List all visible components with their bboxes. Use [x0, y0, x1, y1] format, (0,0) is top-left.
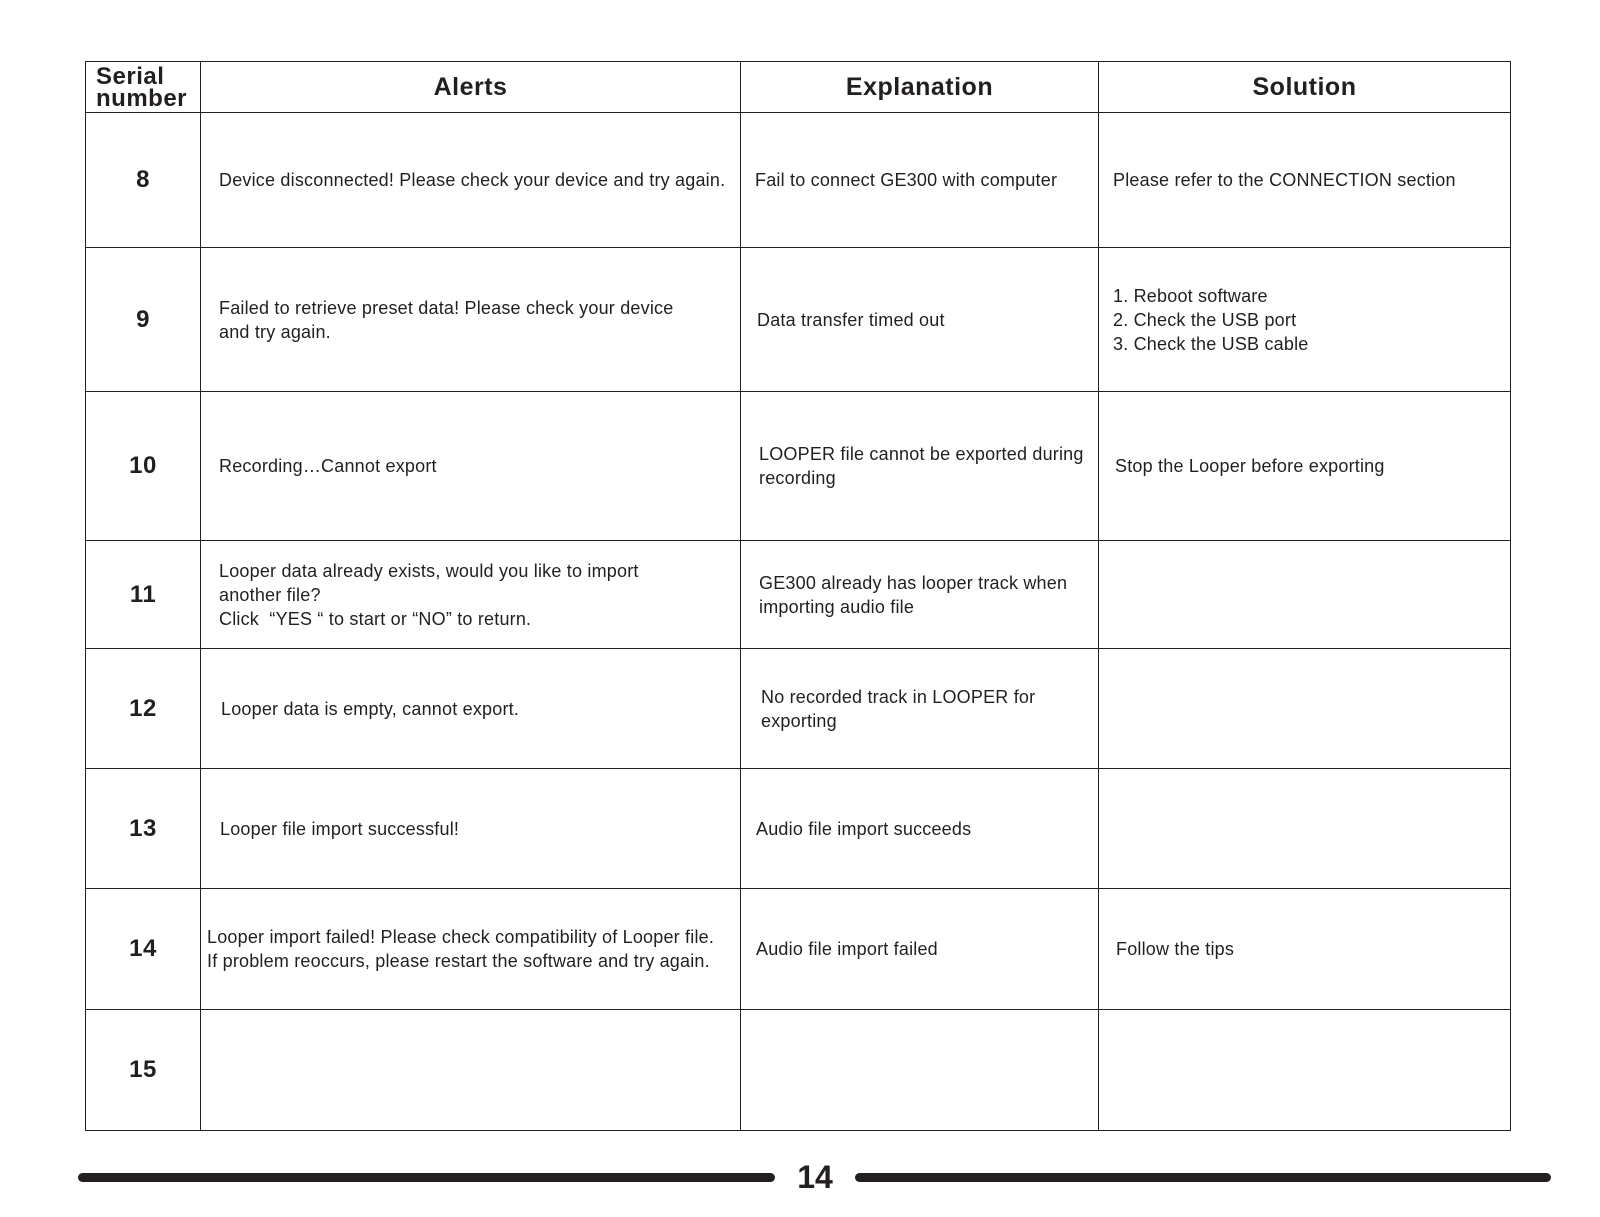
table-row — [86, 1010, 1511, 1131]
alert-cell — [201, 889, 741, 1010]
alert-cell-line: Recording…Cannot export — [219, 456, 437, 476]
explanation-cell — [741, 769, 1099, 889]
solution-cell-line: Follow the tips — [1116, 939, 1235, 959]
solution-cell-line: 1. Reboot software — [1113, 285, 1268, 306]
alert-cell — [201, 769, 741, 889]
serial-number-cell: 12 — [86, 649, 201, 769]
explanation-cell-line: GE300 already has looper track when — [759, 572, 1068, 593]
solution-cell-line: Please refer to the CONNECTION section — [1113, 170, 1456, 190]
serial-number-cell: 15 — [86, 1010, 201, 1131]
explanation-cell-line: Audio file import succeeds — [756, 818, 972, 839]
alert-cell — [201, 541, 741, 649]
footer-rule-right — [855, 1173, 1551, 1182]
explanation-cell-line: recording — [759, 468, 836, 488]
table-row — [86, 769, 1511, 889]
solution-cell — [1099, 113, 1511, 248]
explanation-cell-line: LOOPER file cannot be exported during — [759, 444, 1084, 464]
table-row — [86, 392, 1511, 541]
header-explanation: Explanation — [741, 62, 1099, 113]
header-solution: Solution — [1099, 62, 1511, 113]
header-serial-number — [86, 62, 201, 113]
explanation-cell — [741, 649, 1099, 769]
serial-number-cell: 13 — [86, 769, 201, 889]
table-row — [86, 541, 1511, 649]
footer-rule-left — [78, 1173, 775, 1182]
explanation-cell-line: exporting — [761, 710, 837, 731]
serial-number-cell: 11 — [86, 541, 201, 649]
table-row — [86, 649, 1511, 769]
solution-cell — [1099, 541, 1511, 649]
serial-number-cell: 14 — [86, 889, 201, 1010]
alert-cell — [201, 649, 741, 769]
alert-cell-line: another file? — [219, 584, 321, 605]
table-row — [86, 113, 1511, 248]
alert-cell-line: Looper data already exists, would you like to import — [219, 560, 639, 581]
table-row — [86, 248, 1511, 392]
serial-number-cell: 10 — [86, 392, 201, 541]
solution-cell-line: 3. Check the USB cable — [1113, 333, 1309, 354]
explanation-cell-line: importing audio file — [759, 596, 915, 617]
solution-cell-line: 2. Check the USB port — [1113, 309, 1297, 330]
alert-cell — [201, 248, 741, 392]
serial-number-cell: 8 — [86, 113, 201, 248]
alert-cell-line: Looper import failed! Please check compatibility of Looper file. — [207, 927, 715, 947]
solution-cell — [1099, 392, 1511, 541]
alert-cell-line: Failed to retrieve preset data! Please check your device — [219, 297, 674, 318]
alert-cell — [201, 113, 741, 248]
table-body — [86, 113, 1511, 1131]
alert-cell-line: Looper file import successful! — [220, 818, 460, 839]
alert-cell-line: Click “YES “ to start or “NO” to return. — [219, 608, 532, 629]
solution-cell-line: Stop the Looper before exporting — [1115, 456, 1385, 476]
explanation-cell-line: Data transfer timed out — [757, 309, 945, 330]
explanation-cell — [741, 541, 1099, 649]
solution-cell — [1099, 889, 1511, 1010]
alert-cell-line: and try again. — [219, 321, 331, 342]
explanation-cell — [741, 889, 1099, 1010]
solution-cell — [1099, 649, 1511, 769]
explanation-cell-line: Audio file import failed — [756, 939, 938, 959]
page-number: 14 — [797, 1159, 833, 1195]
serial-number-cell: 9 — [86, 248, 201, 392]
alert-cell-line: If problem reoccurs, please restart the software and try again. — [207, 951, 710, 971]
alert-cell — [201, 392, 741, 541]
explanation-cell-line: No recorded track in LOOPER for — [761, 686, 1036, 707]
alerts-table — [85, 61, 1511, 1131]
alert-cell-line: Device disconnected! Please check your device and try again. — [219, 170, 726, 190]
header-alerts: Alerts — [201, 62, 741, 113]
solution-cell — [1099, 248, 1511, 392]
explanation-cell-line: Fail to connect GE300 with computer — [755, 170, 1058, 190]
alert-cell-line: Looper data is empty, cannot export. — [221, 698, 520, 719]
alert-cell — [201, 1010, 741, 1131]
table-row — [86, 889, 1511, 1010]
explanation-cell — [741, 248, 1099, 392]
explanation-cell — [741, 392, 1099, 541]
explanation-cell — [741, 1010, 1099, 1131]
solution-cell — [1099, 1010, 1511, 1131]
header-serial-line: Serial — [96, 63, 165, 90]
table-header-row — [86, 62, 1511, 113]
explanation-cell — [741, 113, 1099, 248]
solution-cell — [1099, 769, 1511, 889]
header-serial-line: number — [96, 85, 188, 112]
